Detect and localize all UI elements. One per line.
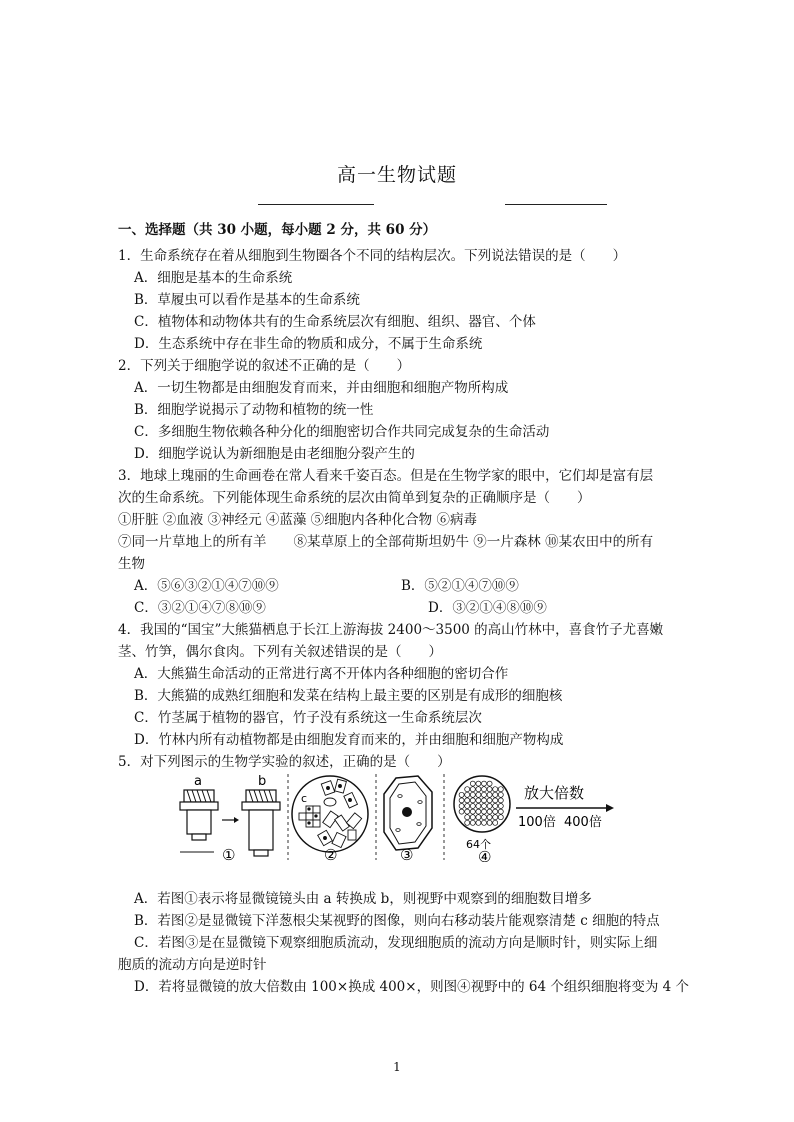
- tissue-cell: [476, 781, 481, 786]
- tissue-cell: [498, 798, 503, 803]
- tissue-cell: [498, 787, 503, 792]
- tissue-cell: [487, 798, 492, 803]
- q1-option-c: C．植物体和动物体共有的生命系统层次有细胞、组织、器官、个体: [134, 314, 536, 330]
- tissue-cell: [487, 815, 492, 820]
- tissue-cell: [482, 787, 487, 792]
- q3-option-a: A．⑤⑥③②①④⑦⑩⑨: [134, 578, 279, 594]
- q5-option-d: D．若将显微镜的放大倍数由 100×换成 400×，则图④视野中的 64 个组织细胞将变为 4 个: [134, 979, 689, 995]
- figure-number-1: ①: [222, 846, 236, 862]
- q1-option-d: D．生态系统中存在非生命的物质和成分，不属于生命系统: [134, 336, 483, 352]
- q2-option-d: D．细胞学说认为新细胞是由老细胞分裂产生的: [134, 446, 415, 462]
- tissue-cell: [487, 809, 492, 814]
- q4-stem-line2: 茎、竹笋，偶尔食肉。下列有关叙述错误的是（ ）: [118, 644, 442, 660]
- tissue-cell: [493, 798, 498, 803]
- q2-option-c: C．多细胞生物依赖各种分化的细胞密切合作共同完成复杂的生命活动: [134, 424, 550, 440]
- tissue-cell: [476, 820, 481, 825]
- tissue-cell: [482, 792, 487, 797]
- tissue-cell: [487, 781, 492, 786]
- q4-option-d: D．竹林内所有动植物都是由细胞发育而来的，并由细胞和细胞产物构成: [134, 732, 564, 748]
- q5-option-b: B．若图②是显微镜下洋葱根尖某视野的图像，则向右移动装片能观察清楚 c 细胞的特点: [134, 913, 660, 929]
- q3-stem-line1: 3．地球上瑰丽的生命画卷在常人看来千姿百态。但是在生物学家的眼中，它们却是富有层: [118, 468, 654, 484]
- q1-option-b: B．草履虫可以看作是基本的生命系统: [134, 292, 360, 308]
- q4-option-c: C．竹茎属于植物的器官，竹子没有系统这一生命系统层次: [134, 710, 482, 726]
- tissue-cell: [482, 815, 487, 820]
- tissue-cell: [470, 787, 475, 792]
- tissue-cell: [487, 820, 492, 825]
- cell-count-label: 64个: [466, 838, 491, 851]
- tissue-cell: [482, 781, 487, 786]
- q2-option-b: B．细胞学说揭示了动物和植物的统一性: [134, 402, 374, 418]
- q5-stem: 5．对下列图示的生物学实验的叙述，正确的是（ ）: [118, 754, 451, 770]
- tissue-cell: [498, 804, 503, 809]
- header-rule-left: [258, 204, 374, 205]
- tissue-cell: [487, 787, 492, 792]
- tissue-cell: [465, 820, 470, 825]
- tissue-cell: [487, 792, 492, 797]
- tissue-cell: [476, 798, 481, 803]
- q4-option-a: A．大熊猫生命活动的正常进行离不开体内各种细胞的密切合作: [134, 666, 509, 682]
- tissue-cell: [476, 815, 481, 820]
- q3-option-c: C．③②①④⑦⑧⑩⑨: [134, 600, 266, 616]
- tissue-cell: [465, 815, 470, 820]
- section-heading: 一、选择题（共 30 小题，每小题 2 分，共 60 分）: [118, 222, 437, 238]
- tissue-cell: [476, 809, 481, 814]
- tissue-cell: [482, 798, 487, 803]
- tissue-cell: [470, 809, 475, 814]
- tissue-cell: [459, 809, 464, 814]
- magnification-low: 100倍: [518, 815, 556, 830]
- tissue-cell: [498, 792, 503, 797]
- figure-number-3: ③: [400, 846, 414, 862]
- q3-option-b: B．⑤②①④⑦⑩⑨: [401, 578, 519, 594]
- tissue-cell: [493, 815, 498, 820]
- q2-stem: 2．下列关于细胞学说的叙述不正确的是（ ）: [118, 358, 411, 374]
- q5-option-c-line1: C．若图③是在显微镜下观察细胞质流动，发现细胞质的流动方向是顺时针，则实际上细: [134, 935, 658, 951]
- figure-number-4: ④: [478, 848, 492, 862]
- tissue-cell: [476, 804, 481, 809]
- q3-stem-line2: 次的生命系统。下列能体现生命系统的层次由简单到复杂的正确顺序是（ ）: [118, 490, 591, 506]
- tissue-cell: [498, 815, 503, 820]
- tissue-cell: [459, 804, 464, 809]
- tissue-cell: [493, 809, 498, 814]
- q3-option-d: D．③②①④⑧⑩⑨: [428, 600, 547, 616]
- label-b: b: [258, 774, 267, 789]
- figure-number-2: ②: [324, 846, 338, 862]
- objective-lens-a: [180, 790, 218, 840]
- tissue-cell: [498, 809, 503, 814]
- header-rule-right: [505, 204, 607, 205]
- tissue-cell: [470, 798, 475, 803]
- tissue-cell: [465, 809, 470, 814]
- tissue-cell: [459, 798, 464, 803]
- page-title: 高一生物试题: [336, 164, 457, 186]
- objective-lens-b: [242, 790, 280, 856]
- tissue-cell: [476, 792, 481, 797]
- tissue-cell: [476, 787, 481, 792]
- tissue-cell: [470, 820, 475, 825]
- tissue-cell: [459, 792, 464, 797]
- tissue-cell: [465, 798, 470, 803]
- tissue-cell: [487, 804, 492, 809]
- tissue-cell: [493, 820, 498, 825]
- q5-figure: [178, 772, 618, 862]
- q1-option-a: A．细胞是基本的生命系统: [134, 270, 293, 286]
- tissue-cell: [482, 820, 487, 825]
- magnification-title: 放大倍数: [524, 784, 585, 802]
- q5-option-a: A．若图①表示将显微镜镜头由 a 转换成 b，则视野中观察到的细胞数目增多: [134, 891, 592, 907]
- q3-items-line2: ⑦同一片草地上的所有羊 ⑧某草原上的全部荷斯坦奶牛 ⑨一片森林 ⑩某农田中的所有: [118, 534, 654, 550]
- q4-stem-line1: 4．我国的“国宝”大熊猫栖息于长江上游海拔 2400～3500 的高山竹林中，喜食竹子尤喜嫩: [118, 622, 664, 638]
- tissue-cell: [482, 804, 487, 809]
- q2-option-a: A．一切生物都是由细胞发育而来，并由细胞和细胞产物所构成: [134, 380, 509, 396]
- tissue-cell: [482, 809, 487, 814]
- tissue-cell: [470, 781, 475, 786]
- q3-items-line3: 生物: [118, 556, 145, 572]
- cell-nucleus: [402, 807, 412, 817]
- q1-stem: 1．生命系统存在着从细胞到生物圈各个不同的结构层次。下列说法错误的是（ ）: [118, 248, 627, 264]
- q4-option-b: B．大熊猫的成熟红细胞和发菜在结构上最主要的区别是有成形的细胞核: [134, 688, 563, 704]
- q3-items-line1: ①肝脏 ②血液 ③神经元 ④蓝藻 ⑤细胞内各种化合物 ⑥病毒: [118, 512, 477, 528]
- tissue-cell: [493, 792, 498, 797]
- tissue-cell: [465, 804, 470, 809]
- q5-option-c-line2: 胞质的流动方向是逆时针: [118, 957, 267, 973]
- tissue-cell: [465, 792, 470, 797]
- tissue-cell: [493, 787, 498, 792]
- tissue-cell: [465, 787, 470, 792]
- tissue-cell: [470, 792, 475, 797]
- label-a: a: [194, 774, 202, 789]
- tissue-cell: [493, 804, 498, 809]
- page-number: 1: [393, 1060, 401, 1074]
- tissue-cell: [470, 815, 475, 820]
- label-c: c: [301, 792, 308, 805]
- tissue-cell: [470, 804, 475, 809]
- magnification-high: 400倍: [564, 815, 602, 830]
